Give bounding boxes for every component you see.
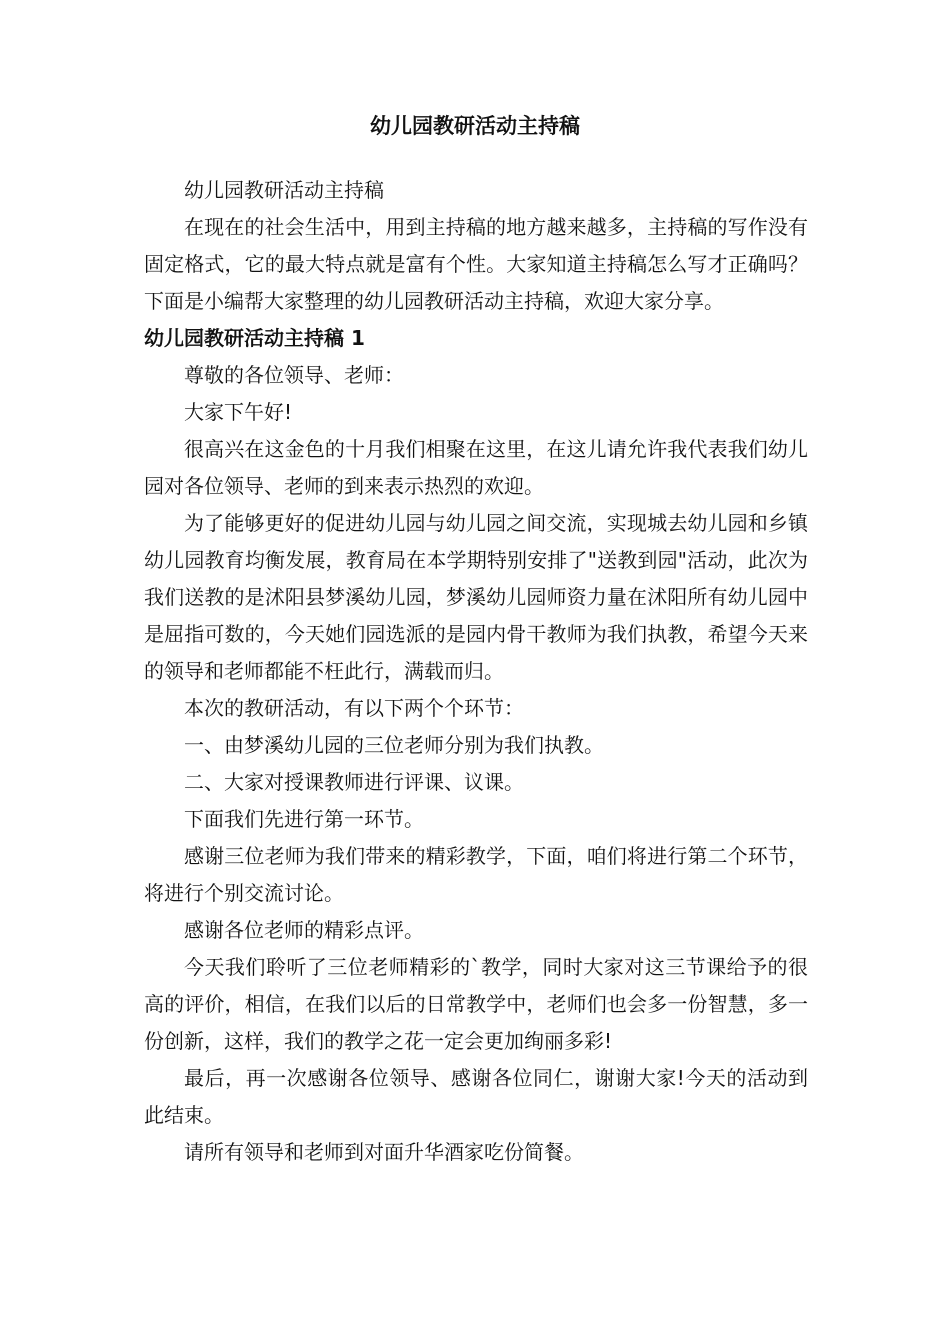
salutation-paragraph: 尊敬的各位领导、老师： — [184, 363, 404, 387]
agenda-item-one: 一、由梦溪幼儿园的三位老师分别为我们执教。 — [184, 733, 604, 757]
summary-paragraph: 今天我们聆听了三位老师精彩的`教学，同时大家对这三节课给予的很高的评价，相信，在我们以后的日常教学中，老师们也会多一份智慧，多一份创新，这样，我们的教学之花一定会更加绚丽多彩! — [144, 955, 808, 1053]
section-heading: 幼儿园教研活动主持稿 1 — [144, 326, 365, 350]
meal-notice-paragraph: 请所有领导和老师到对面升华酒家吃份简餐。 — [184, 1140, 584, 1164]
welcome-paragraph: 很高兴在这金色的十月我们相聚在这里，在这儿请允许我代表我们幼儿园对各位领导、老师的到来表示热烈的欢迎。 — [144, 437, 808, 498]
agenda-intro-paragraph: 本次的教研活动，有以下两个个环节： — [184, 696, 524, 720]
first-step-paragraph: 下面我们先进行第一环节。 — [184, 807, 424, 831]
subtitle-paragraph: 幼儿园教研活动主持稿 — [184, 178, 384, 202]
thanks-review-paragraph: 感谢各位老师的精彩点评。 — [184, 918, 424, 942]
agenda-item-two: 二、大家对授课教师进行评课、议课。 — [184, 770, 524, 794]
thanks-teaching-paragraph: 感谢三位老师为我们带来的精彩教学，下面，咱们将进行第二个环节，将进行个别交流讨论。 — [144, 844, 808, 905]
document-title: 幼儿园教研活动主持稿 — [370, 114, 580, 138]
closing-paragraph: 最后，再一次感谢各位领导、感谢各位同仁，谢谢大家!今天的活动到此结束。 — [144, 1066, 808, 1127]
greeting-paragraph: 大家下午好! — [184, 400, 293, 424]
document-body — [144, 172, 808, 1171]
background-paragraph: 为了能够更好的促进幼儿园与幼儿园之间交流，实现城去幼儿园和乡镇幼儿园教育均衡发展，教育局在本学期特别安排了"送教到园"活动，此次为我们送教的是沭阳县梦溪幼儿园，梦溪幼儿园师资力量在沭阳所有幼儿园中是屈指可数的，今天她们园选派的是园内骨干教师为我们执教，希望今天来的领导和老师都能不枉此行，满载而归。 — [144, 511, 808, 683]
intro-paragraph: 在现在的社会生活中，用到主持稿的地方越来越多，主持稿的写作没有固定格式，它的最大特点就是富有个性。大家知道主持稿怎么写才正确吗？下面是小编帮大家整理的幼儿园教研活动主持稿，欢迎大家分享。 — [144, 215, 808, 313]
